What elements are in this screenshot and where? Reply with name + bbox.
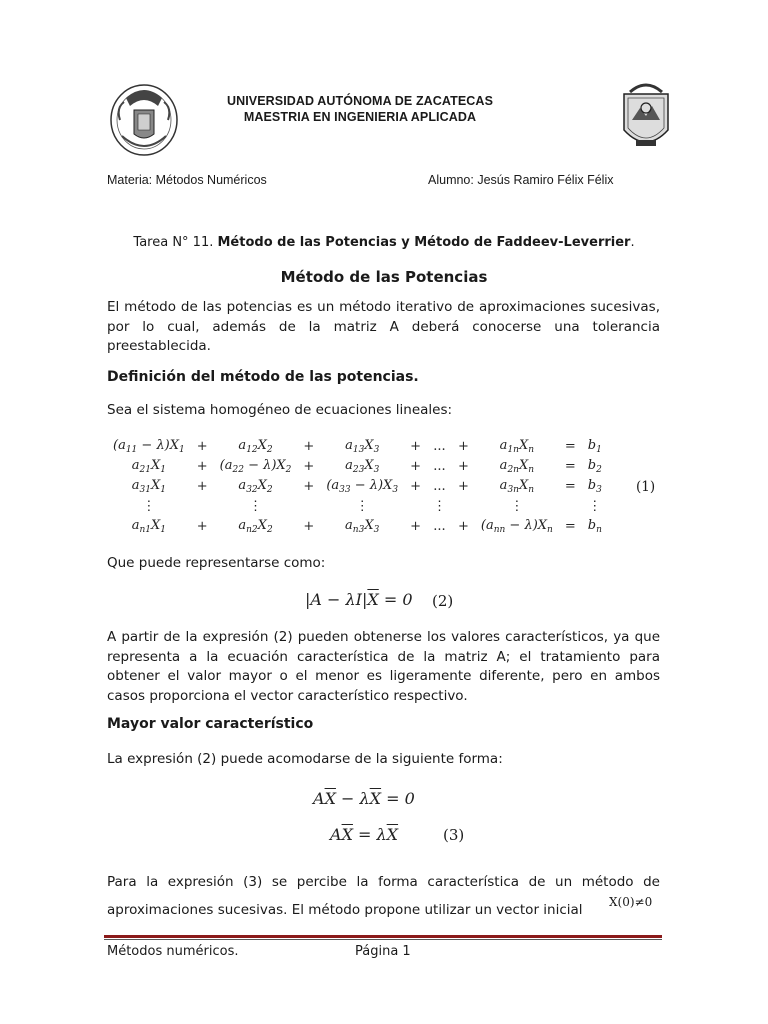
student-label: Alumno: Jesús Ramiro Félix Félix — [428, 173, 614, 187]
rearrange-paragraph: La expresión (2) puede acomodarse de la siguiente forma: — [107, 751, 503, 767]
characteristic-paragraph: A partir de la expresión (2) pueden obtenerse los valores característicos, ya que representa a la ecuación característica de la matriz A; el tratamiento para obtener el valor mayor o el menor es ligeramente diferente, pero en ambos casos proporciona el vector característico respectivo. — [107, 629, 660, 704]
equation-3b: $A\overline{X} = \lambda\overline{X}$ — [330, 825, 399, 844]
footer-course: Métodos numéricos. — [107, 944, 239, 959]
equation-system: $(a_{11} - \lambda)X_1$ + $a_{12}X_2$ + $a_{13}X_3$ + ... + $a_{1n}X_n$ = $b_1$ $a_{21}X_1$ + $(a_{22} - \lambda)X_2$ + $a_{23}X_3$ + ... + $a_{2n}X_n$ = $b_2$ $a_{31}X_1$ + $a_{32}X_2$ + $(a_{33} - \lambda)X_3$ + ... + $a_{3n}X_n$ = $b_3$ ⋮ ⋮ ⋮ ⋮ ⋮ ⋮ $a_{n1}X_1$ + $a_{n2}X_2$ + $a_{n3}X_3$ + ... + $(a_{nn} - \lambda)X_n$ = $b_n$ — [113, 437, 602, 535]
equation-number-2: (2) — [432, 592, 454, 610]
assignment-prefix: Tarea N° 11. — [133, 235, 218, 250]
representation-paragraph: Que puede representarse como: — [107, 555, 326, 571]
equation-3a: $A\overline{X} - \lambda\overline{X} = 0$ — [313, 789, 415, 808]
initial-vector: X(0)≠0 — [609, 895, 653, 909]
engineering-seal-icon — [610, 80, 682, 158]
assignment-title — [0, 235, 768, 250]
footer-rule-thin — [104, 939, 662, 940]
equation-2: $|A - \lambda I|\overline{X} = 0$ — [305, 590, 413, 609]
university-name: UNIVERSIDAD AUTÓNOMA DE ZACATECAS — [226, 94, 494, 108]
equation-number-1: (1) — [636, 479, 656, 495]
section-title: Método de las Potencias — [280, 268, 488, 286]
page-number: Página 1 — [355, 944, 411, 959]
assignment-topic: Método de las Potencias y Método de Faddeev-Leverrier — [217, 235, 631, 250]
definition-heading: Definición del método de las potencias. — [107, 369, 419, 385]
system-paragraph: Sea el sistema homogéneo de ecuaciones lineales: — [107, 402, 453, 418]
course-label: Materia: Métodos Numéricos — [107, 173, 267, 187]
largest-value-heading: Mayor valor característico — [107, 716, 314, 732]
program-name: MAESTRIA EN INGENIERIA APLICADA — [243, 110, 477, 124]
assignment-suffix: . — [630, 235, 635, 250]
method-paragraph: Para la expresión (3) se percibe la forma característica de un método de aproximaciones sucesivas. El método propone utilizar un vector inicial — [107, 874, 660, 918]
footer-rule-thick — [104, 935, 662, 938]
equation-number-3: (3) — [443, 826, 465, 844]
intro-paragraph: El método de las potencias es un método iterativo de aproximaciones sucesivas, por lo cual, además de la matriz A deberá conocerse una tolerancia preestablecida. — [107, 299, 660, 354]
